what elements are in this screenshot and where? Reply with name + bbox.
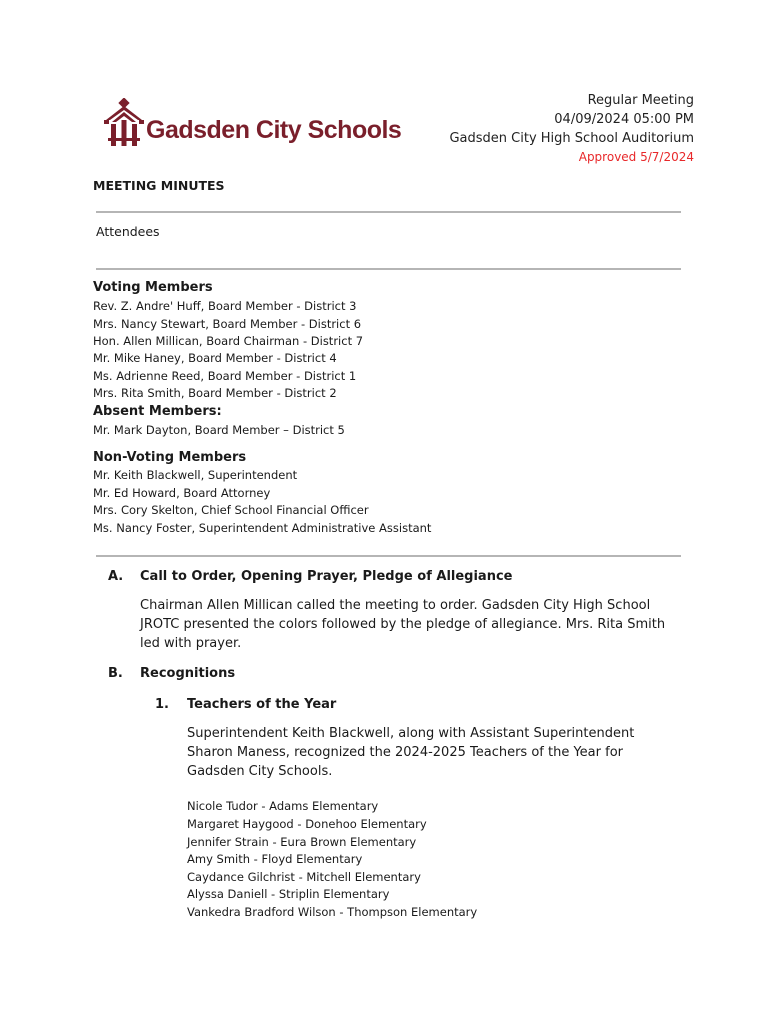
non-voting-member: Ms. Nancy Foster, Superintendent Administrative Assistant	[93, 521, 432, 535]
subitem-1-number: 1.	[155, 697, 169, 712]
non-voting-member: Mr. Ed Howard, Board Attorney	[93, 486, 271, 500]
teacher-of-year: Jennifer Strain - Eura Brown Elementary	[187, 835, 417, 849]
voting-member: Rev. Z. Andre' Huff, Board Member - District 3	[93, 299, 357, 313]
voting-member: Mr. Mike Haney, Board Member - District 4	[93, 351, 337, 365]
item-a-title: Call to Order, Opening Prayer, Pledge of Allegiance	[140, 569, 513, 584]
approved-status: Approved 5/7/2024	[578, 150, 694, 164]
non-voting-members-heading: Non-Voting Members	[93, 450, 247, 465]
logo-text: Gadsden City Schools	[146, 116, 402, 144]
meeting-location: Gadsden City High School Auditorium	[449, 131, 694, 146]
non-voting-member: Mr. Keith Blackwell, Superintendent	[93, 468, 298, 482]
absent-member: Mr. Mark Dayton, Board Member – District 5	[93, 423, 345, 437]
divider	[96, 268, 681, 270]
teacher-of-year: Alyssa Daniell - Striplin Elementary	[187, 887, 390, 901]
teacher-of-year: Caydance Gilchrist - Mitchell Elementary	[187, 870, 421, 884]
divider	[96, 211, 681, 213]
item-b-letter: B.	[108, 666, 123, 681]
school-building-icon	[102, 98, 146, 150]
voting-member: Mrs. Nancy Stewart, Board Member - District 6	[93, 317, 362, 331]
school-logo	[102, 96, 402, 152]
teacher-of-year: Nicole Tudor - Adams Elementary	[187, 799, 379, 813]
voting-member: Ms. Adrienne Reed, Board Member - District 1	[93, 369, 357, 383]
teacher-of-year: Vankedra Bradford Wilson - Thompson Elementary	[187, 905, 478, 919]
voting-members-heading: Voting Members	[93, 280, 213, 295]
voting-member: Hon. Allen Millican, Board Chairman - District 7	[93, 334, 364, 348]
teacher-of-year: Margaret Haygood - Donehoo Elementary	[187, 817, 427, 831]
subitem-1-body: Superintendent Keith Blackwell, along with Assistant Superintendent Sharon Maness, recognized the 2024-2025 Teachers of the Year for Gadsden City Schools.	[187, 726, 635, 779]
item-b-title: Recognitions	[140, 666, 236, 681]
voting-member: Mrs. Rita Smith, Board Member - District 2	[93, 386, 337, 400]
absent-members-heading: Absent Members:	[93, 404, 222, 419]
page-title: MEETING MINUTES	[93, 178, 225, 193]
teacher-of-year: Amy Smith - Floyd Elementary	[187, 852, 363, 866]
meeting-datetime: 04/09/2024 05:00 PM	[554, 112, 694, 127]
attendees-heading: Attendees	[96, 224, 160, 239]
item-a-letter: A.	[108, 569, 124, 584]
subitem-1-title: Teachers of the Year	[187, 697, 337, 712]
divider	[96, 555, 681, 557]
non-voting-member: Mrs. Cory Skelton, Chief School Financial Officer	[93, 503, 369, 517]
item-a-body: Chairman Allen Millican called the meeting to order. Gadsden City High School JROTC presented the colors followed by the pledge of allegiance. Mrs. Rita Smith led with prayer.	[140, 598, 666, 651]
meeting-type: Regular Meeting	[587, 93, 694, 108]
